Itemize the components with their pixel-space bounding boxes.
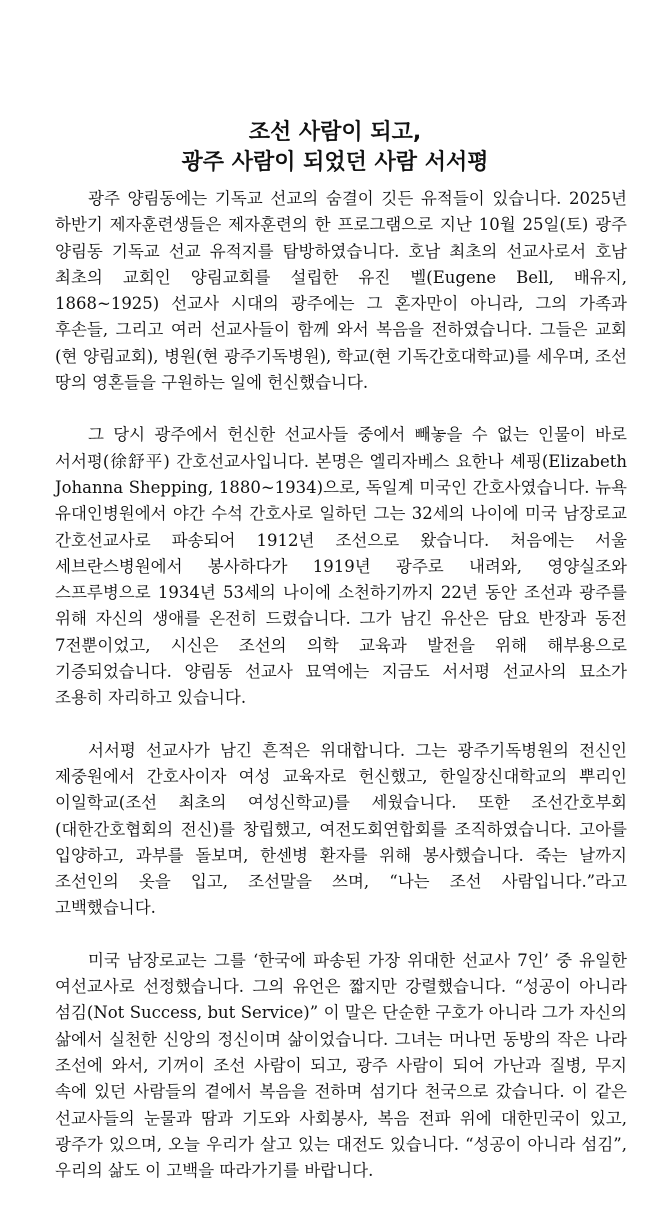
document-title [0,118,670,178]
paragraph-seoseopyeong-biography: 그 당시 광주에서 헌신한 선교사들 중에서 빼놓을 수 없는 인물이 바로 서서평(徐舒平) 간호선교사입니다. 본명은 엘리자베스 요한나 셰핑(Elizabeth Johanna Shepping, 1880~1934)으로, 독일계 미국인 간호사였습니다. 뉴욕 유대인병원에서 야간 수석 간호사로 일하던 그는 32세의 나이에 미국 남장로교 간호선교사로 파송되어 1912년 조선으로 왔습니다. 처음에는 서울 세브란스병원에서 봉사하다가 1919년 광주로 내려와, 영양실조와 스프루병으로 1934년 53세의 나이에 소천하기까지 22년 동안 조선과 광주를 위해 자신의 생애를 온전히 드렸습니다. 그가 남긴 유산은 담요 반장과 동전 7전뿐이었고, 시신은 조선의 의학 교육과 발전을 위해 해부용으로 기증되었습니다. 양림동 선교사 묘역에는 지금도 서서평 선교사의 묘소가 조용히 자리하고 있습니다. [55,425,627,708]
paragraph-yangnim-mission-sites: 광주 양림동에는 기독교 선교의 숨결이 깃든 유적들이 있습니다. 2025년 하반기 제자훈련생들은 제자훈련의 한 프로그램으로 지난 10월 25일(토) 광주 양림동 기독교 선교 유적지를 탐방하였습니다. 호남 최초의 선교사로서 호남 최초의 교회인 양림교회를 설립한 유진 벨(Eugene Bell, 배유지, 1868~1925) 선교사 시대의 광주에는 그 혼자만이 아니라, 그의 가족과 후손들, 그리고 여러 선교사들이 함께 와서 복음을 전하였습니다. 그들은 교회(현 양림교회), 병원(현 광주기독병원), 학교(현 기독간호대학교)를 세우며, 조선 땅의 영혼들을 구원하는 일에 헌신했습니다. [55,189,627,393]
paragraph-not-success-but-service: 미국 남장로교는 그를 ‘한국에 파송된 가장 위대한 선교사 7인’ 중 유일한 여선교사로 선정했습니다. 그의 유언은 짧지만 강렬했습니다. “성공이 아니라 섬김(Not Success, but Service)” 이 말은 단순한 구호가 아니라 그가 자신의 삶에서 실천한 신앙의 정신이며 삶이었습니다. 그녀는 머나먼 동방의 작은 나라 조선에 와서, 기꺼이 조선 사람이 되고, 광주 사람이 되어 가난과 질병, 무지 속에 있던 사람들의 곁에서 복음을 전하며 섬기다 천국으로 갔습니다. 이 같은 선교사들의 눈물과 땀과 기도와 사회봉사, 복음 전파 위에 대한민국이 있고, 광주가 있으며, 오늘 우리가 살고 있는 대전도 있습니다. “성공이 아니라 섬김”, 우리의 삶도 이 고백을 따라가기를 바랍니다. [55,950,627,1181]
article-body [55,186,627,1210]
title-line-2: 광주 사람이 되었던 사람 서서평 [181,150,489,175]
paragraph-seoseopyeong-legacy: 서서평 선교사가 남긴 흔적은 위대합니다. 그는 광주기독병원의 전신인 제중원에서 간호사이자 여성 교육자로 헌신했고, 한일장신대학교의 뿌리인 이일학교(조선 최초의 여성신학교)를 세웠습니다. 또한 조선간호부회(대한간호협회의 전신)를 창립했고, 여전도회연합회를 조직하였습니다. 고아를 입양하고, 과부를 돌보며, 한센병 환자를 위해 봉사했습니다. 죽는 날까지 조선인의 옷을 입고, 조선말을 쓰며, “나는 조선 사람입니다.”라고 고백했습니다. [55,740,627,918]
title-line-1: 조선 사람이 되고, [248,120,422,145]
